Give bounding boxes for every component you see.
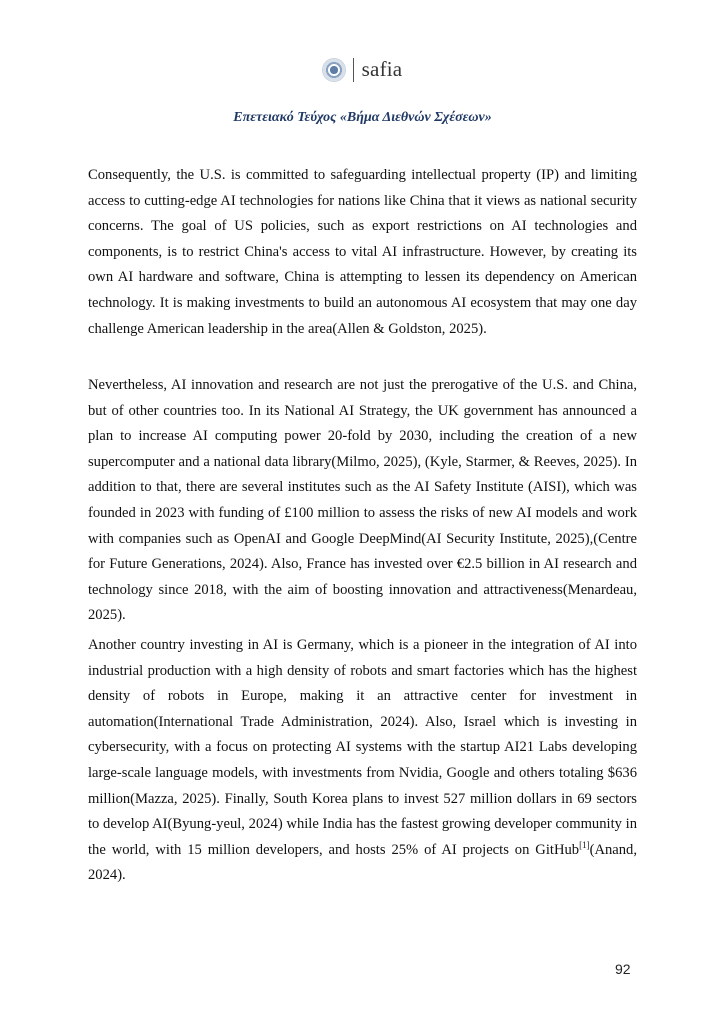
- paragraph-text-citation: (Anand, 2024).: [88, 841, 637, 884]
- logo-divider: [353, 58, 354, 82]
- page-number: 92: [615, 961, 631, 977]
- paragraph-text: Consequently, the U.S. is committed to safeguarding intellectual property (IP) and limiting access to cutting-edge AI technologies for nations like China that it views as national security concerns. The goal of US policies, such as export restrictions on AI technologies and components, is to restrict China's access to vital AI infrastructure. However, by creating its own AI hardware and software, China is attempting to lessen its dependency on American technology. It is making investments to build an autonomous AI ecosystem that may one day challenge American leadership in the area(Allen & Goldston, 2025).: [88, 167, 637, 337]
- paragraph-text-main: Another country investing in AI is Germany, which is a pioneer in the integration of AI into industrial production with a high density of robots and smart factories which has the highest density of robots in Europe, making it an attractive center for investment in automation(International Trade Administration, 2024). Also, Israel which is investing in cybersecurity, with a focus on protecting AI systems with the startup AI21 Labs developing large-scale language models, with investments from Nvidia, Google and others totaling $636 million(Mazza, 2025). Finally, South Korea plans to invest 527 million dollars in 69 sectors to develop AI(Byung-yeul, 2024) while India has the fastest growing developer community in the world, with 15 million developers, and hosts 25% of AI projects on GitHub: [88, 637, 637, 858]
- paragraph-us-ip-policy: [88, 163, 637, 342]
- page-header: [0, 58, 725, 82]
- paragraph-other-countries: [88, 373, 637, 629]
- safia-seal-icon: [323, 59, 345, 81]
- paragraph-text: Nevertheless, AI innovation and research are not just the prerogative of the U.S. and China, but of other countries too. In its National AI Strategy, the UK government has announced a plan to increase AI computing power 20-fold by 2030, including the creation of a new supercomputer and a national data library(Milmo, 2025), (Kyle, Starmer, & Reeves, 2025). In addition to that, there are several institutes such as the AI Safety Institute (AISI), which was founded in 2023 with funding of £100 million to assess the risks of new AI models and work with companies such as OpenAI and Google DeepMind(AI Security Institute, 2025),(Centre for Future Generations, 2024). Also, France has invested over €2.5 billion in AI research and technology since 2018, with the aim of boosting innovation and attractiveness(Menardeau, 2025).: [88, 377, 637, 624]
- logo-text: safia: [361, 56, 403, 81]
- footnote-marker[interactable]: [1]: [579, 839, 590, 850]
- paragraph-germany-israel-korea-india: [88, 633, 637, 889]
- issue-title: Επετειακό Τεύχος «Βήμα Διεθνών Σχέσεων»: [233, 110, 492, 125]
- paragraph-text: [88, 633, 637, 889]
